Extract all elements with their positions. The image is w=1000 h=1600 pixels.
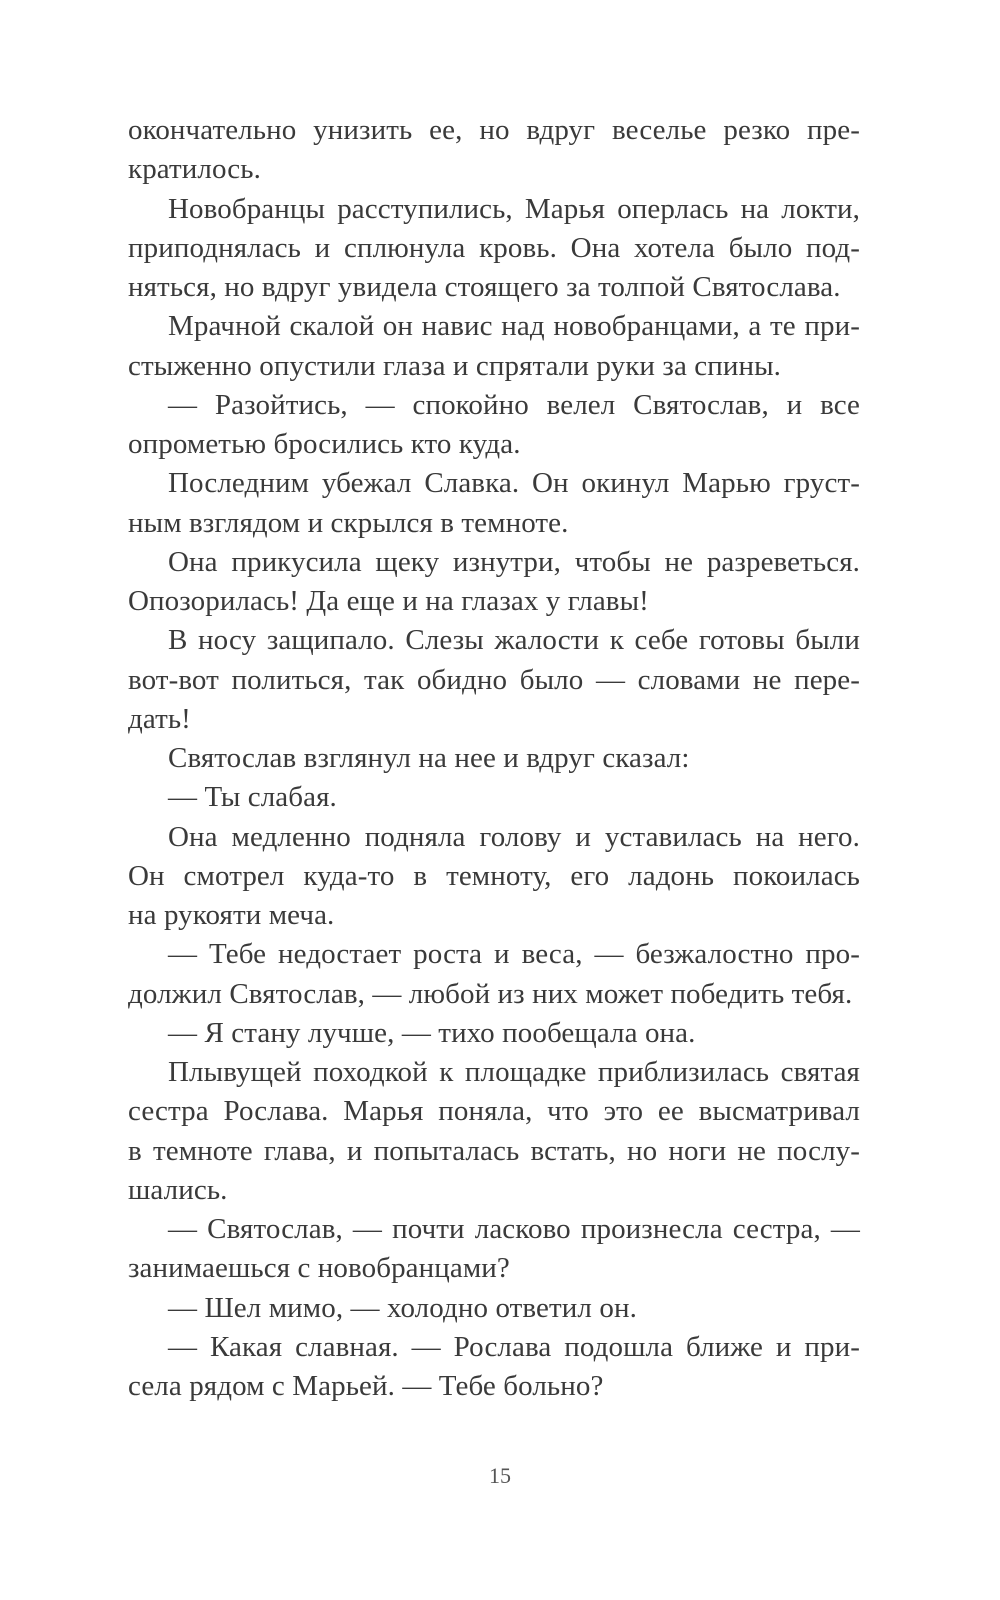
text-line: Последним убежал Славка. Он окинул Марью груст- [168,467,860,500]
text-line: опрометью бросились кто куда. [128,428,521,460]
text-line: в темноте глава, и попыталась встать, но ноги не послу- [128,1134,860,1167]
text-line: — Ты слабая. [168,781,337,814]
text-line: — Разойтись, — спокойно велел Святослав, и все [168,388,860,421]
text-line: Он смотрел куда-то в темноту, его ладонь покоилась [128,859,860,892]
text-line: — Я стану лучше, — тихо пообещала она. [168,1016,696,1049]
text-line: Новобранцы расступились, Марья оперлась на локти, [168,192,860,225]
text-line: Она прикусила щеку изнутри, чтобы не разреветься. [168,545,860,578]
page-number: 15 [489,1463,511,1488]
text-line: Святослав взглянул на нее и вдруг сказал: [168,742,690,774]
text-line: приподнялась и сплюнула кровь. Она хотела было под- [128,231,860,264]
text-line: Мрачной скалой он навис над новобранцами, а те при- [168,310,860,343]
text-line: — Шел мимо, — холодно ответил он. [168,1291,637,1324]
text-line: няться, но вдруг увидела стоящего за толпой Святослава. [128,271,841,303]
text-line: села рядом с Марьей. — Тебе больно? [128,1370,604,1402]
text-line: — Какая славная. — Рослава подошла ближе и при- [168,1330,860,1363]
text-line: сестра Рослава. Марья поняла, что это ее высматривал [128,1095,860,1128]
text-line: дать! [128,702,191,735]
text-line: стыженно опустили глаза и спрятали руки за спины. [128,349,782,382]
text-line: занимаешься с новобранцами? [128,1252,510,1285]
text-line: Она медленно подняла голову и уставилась на него. [168,820,860,853]
text-line: шались. [128,1173,228,1206]
text-line: кратилось. [128,153,261,186]
text-line: ным взглядом и скрылся в темноте. [128,506,569,539]
text-line: — Святослав, — почти ласково произнесла сестра, — [168,1213,860,1245]
text-line: Опозорилась! Да еще и на глазах у главы! [128,585,649,617]
text-line: окончательно унизить ее, но вдруг веселье резко пре- [128,114,860,146]
text-line: — Тебе недостает роста и веса, — безжалостно про- [168,938,860,971]
text-line: Плывущей походкой к площадке приблизилась святая [168,1056,860,1088]
body-text [128,111,860,1406]
text-line: В носу защипало. Слезы жалости к себе готовы были [168,624,860,657]
text-line: должил Святослав, — любой из них может победить тебя. [128,977,853,1010]
text-line: на рукояти меча. [128,899,335,931]
text-line: вот-вот политься, так обидно было — словами не пере- [128,663,860,696]
